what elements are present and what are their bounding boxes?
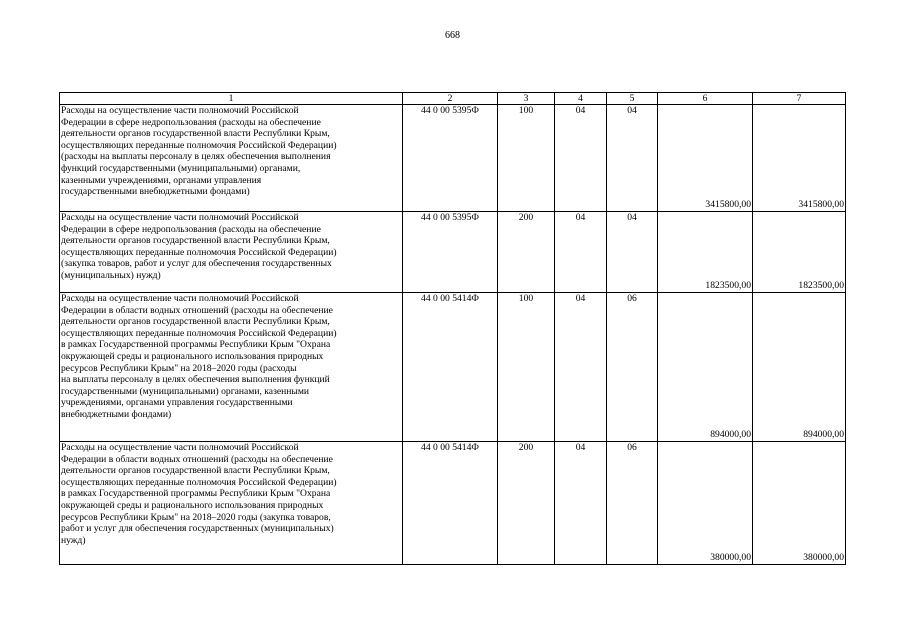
subsection-code: 04 [607,212,658,293]
amount-col6: 380000,00 [658,442,753,565]
section-code: 04 [555,105,607,212]
section-code: 04 [555,212,607,293]
expense-description: Расходы на осуществление части полномочий Российской Федерации в сфере недропользования (расходы на обеспечение деятельности органов государственной власти Республики Крым, осуществляющих переданные полномочия Российской Федерации) (расходы на выплаты персоналу в целях обеспечения выполнения функций государственными (муниципальными) органами, казенными учреждениями, органами управления государственными внебюджетными фондами) [60,105,403,212]
target-article-code: 44 0 00 5414Ф [403,442,498,565]
subsection-code: 06 [607,442,658,565]
section-code: 04 [555,293,607,442]
column-header: 2 [403,93,498,105]
target-article-code: 44 0 00 5414Ф [403,293,498,442]
amount-col6: 1823500,00 [658,212,753,293]
subsection-code: 06 [607,293,658,442]
table-row [60,293,846,442]
column-header: 1 [60,93,403,105]
expense-type-code: 100 [498,293,555,442]
table-row [60,442,846,565]
amount-col6: 3415800,00 [658,105,753,212]
column-header: 5 [607,93,658,105]
target-article-code: 44 0 00 5395Ф [403,212,498,293]
column-header: 7 [753,93,846,105]
expense-description: Расходы на осуществление части полномочий Российской Федерации в сфере недропользования (расходы на обеспечение деятельности органов государственной власти Республики Крым, осуществляющих переданные полномочия Российской Федерации) (закупка товаров, работ и услуг для обеспечения государственных (муниципальных) нужд) [60,212,403,293]
expense-type-code: 200 [498,212,555,293]
amount-col6: 894000,00 [658,293,753,442]
amount-col7: 1823500,00 [753,212,846,293]
table-row [60,105,846,212]
column-header: 4 [555,93,607,105]
amount-col7: 380000,00 [753,442,846,565]
expense-type-code: 200 [498,442,555,565]
table-header-row [60,93,846,105]
amount-col7: 894000,00 [753,293,846,442]
table-row [60,212,846,293]
expense-description: Расходы на осуществление части полномочий Российской Федерации в области водных отношений (расходы на обеспечение деятельности органов государственной власти Республики Крым, осуществляющих переданные полномочия Российской Федерации) в рамках Государственной программы Республики Крым "Охрана окружающей среды и рационального использования природных ресурсов Республики Крым" на 2018–2020 годы (закупка товаров, работ и услуг для обеспечения государственных (муниципальных) нужд) [60,442,403,565]
column-header: 6 [658,93,753,105]
column-header: 3 [498,93,555,105]
expense-type-code: 100 [498,105,555,212]
section-code: 04 [555,442,607,565]
amount-col7: 3415800,00 [753,105,846,212]
budget-table [59,92,846,565]
expense-description: Расходы на осуществление части полномочий Российской Федерации в области водных отношений (расходы на обеспечение деятельности органов государственной власти Республики Крым, осуществляющих переданные полномочия Российской Федерации) в рамках Государственной программы Республики Крым "Охрана окружающей среды и рационального использования природных ресурсов Республики Крым" на 2018–2020 годы (расходы на выплаты персоналу в целях обеспечения выполнения функций государственными (муниципальными) органами, казенными учреждениями, органами управления государственными внебюджетными фондами) [60,293,403,442]
target-article-code: 44 0 00 5395Ф [403,105,498,212]
page-number: 668 [445,30,460,41]
subsection-code: 04 [607,105,658,212]
